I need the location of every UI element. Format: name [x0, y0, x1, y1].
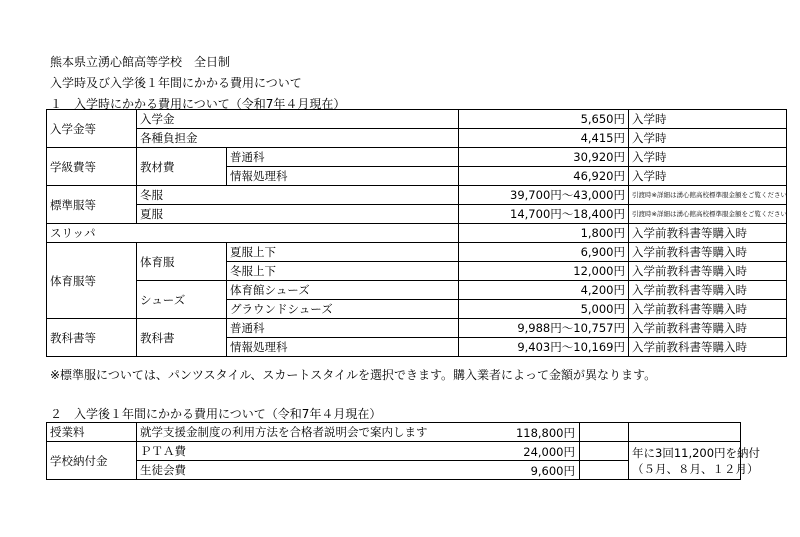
timing-cell: 入学前教科書等購入時 [629, 300, 787, 319]
item-cell: 夏服 [137, 205, 459, 224]
timing-cell: 引渡時※詳細は湧心館高校標準服金額をご覧ください [629, 205, 787, 224]
subcategory-cell: 教科書 [137, 319, 227, 357]
amount-cell: 39,700円～43,000円 [459, 186, 629, 205]
category-cell: 学級費等 [47, 148, 137, 186]
subcategory-cell: 体育服 [137, 243, 227, 281]
timing-cell: 入学時 [629, 110, 787, 129]
school-name: 熊本県立湧心館高等学校 全日制 [50, 55, 231, 69]
item-cell: グラウンドシューズ [227, 300, 459, 319]
section1-title: １ 入学時にかかる費用について（令和7年４月現在） [50, 97, 346, 111]
amount-column-divider [579, 422, 580, 480]
payment-note-line2: （５月、８月、１２月） [632, 461, 759, 476]
table-row [47, 205, 787, 224]
item-cell: 入学金 [137, 110, 459, 129]
amount-cell: 5,000円 [459, 300, 629, 319]
document-title: 入学時及び入学後１年間にかかる費用について [50, 76, 302, 90]
timing-cell: 引渡時※詳細は湧心館高校標準服金額をご覧ください [629, 186, 787, 205]
timing-cell: 入学前教科書等購入時 [629, 262, 787, 281]
table-row [47, 243, 787, 262]
table-row [47, 148, 787, 167]
item-cell: 体育館シューズ [227, 281, 459, 300]
timing-cell: 入学前教科書等購入時 [629, 319, 787, 338]
item-cell: 情報処理科 [227, 167, 459, 186]
timing-cell: 入学時 [629, 129, 787, 148]
table-row [47, 423, 741, 442]
category-cell: 学校納付金 [47, 442, 137, 480]
tuition-amount: 118,800円 [515, 426, 575, 440]
amount-cell: 1,800円 [459, 224, 629, 243]
item-cell: ＰＴＡ費 [137, 442, 629, 461]
item-cell: 情報処理科 [227, 338, 459, 357]
category-cell: 体育服等 [47, 243, 137, 319]
category-cell: 教科書等 [47, 319, 137, 357]
section2-title: ２ 入学後１年間にかかる費用について（令和7年４月現在） [50, 407, 382, 421]
amount-cell: 46,920円 [459, 167, 629, 186]
table-row [47, 224, 787, 243]
table-row [47, 186, 787, 205]
item-cell: 普通科 [227, 148, 459, 167]
table-row [47, 281, 787, 300]
admission-cost-table [46, 109, 787, 357]
pta-amount: 24,000円 [523, 445, 575, 459]
timing-cell: 入学前教科書等購入時 [629, 243, 787, 262]
category-cell: 標準服等 [47, 186, 137, 224]
amount-cell: 4,200円 [459, 281, 629, 300]
amount-cell: 5,650円 [459, 110, 629, 129]
category-cell: スリッパ [47, 224, 459, 243]
amount-cell: 9,988円～10,757円 [459, 319, 629, 338]
item-cell: 生徒会費 [137, 461, 629, 480]
table-row [47, 110, 787, 129]
table-row [47, 319, 787, 338]
note-cell [629, 423, 741, 442]
uniform-footnote: ※標準服については、パンツスタイル、スカートスタイルを選択できます。購入業者によって金額が異なります。 [50, 368, 657, 382]
subcategory-cell: シューズ [137, 281, 227, 319]
item-cell: 普通科 [227, 319, 459, 338]
amount-cell: 14,700円～18,400円 [459, 205, 629, 224]
annual-cost-table [46, 422, 761, 480]
amount-cell: 9,403円～10,169円 [459, 338, 629, 357]
amount-cell: 12,000円 [459, 262, 629, 281]
item-cell: 夏服上下 [227, 243, 459, 262]
payment-note-cell [629, 442, 761, 480]
category-cell: 入学金等 [47, 110, 137, 148]
item-cell: 冬服上下 [227, 262, 459, 281]
amount-cell [582, 423, 629, 442]
timing-cell: 入学前教科書等購入時 [629, 224, 787, 243]
student-council-amount: 9,600円 [530, 464, 575, 478]
timing-cell: 入学時 [629, 148, 787, 167]
timing-cell: 入学前教科書等購入時 [629, 281, 787, 300]
payment-note-line1: 年に3回11,200円を納付 [632, 445, 761, 460]
table-row [47, 129, 787, 148]
category-cell: 授業料 [47, 423, 137, 442]
amount-cell: 30,920円 [459, 148, 629, 167]
table-row [47, 442, 741, 461]
amount-cell: 6,900円 [459, 243, 629, 262]
item-cell: 冬服 [137, 186, 459, 205]
item-cell: 就学支援金制度の利用方法を合格者説明会で案内します [137, 423, 582, 442]
amount-cell: 4,415円 [459, 129, 629, 148]
item-cell: 各種負担金 [137, 129, 459, 148]
subcategory-cell: 教材費 [137, 148, 227, 186]
timing-cell: 入学前教科書等購入時 [629, 338, 787, 357]
timing-cell: 入学時 [629, 167, 787, 186]
